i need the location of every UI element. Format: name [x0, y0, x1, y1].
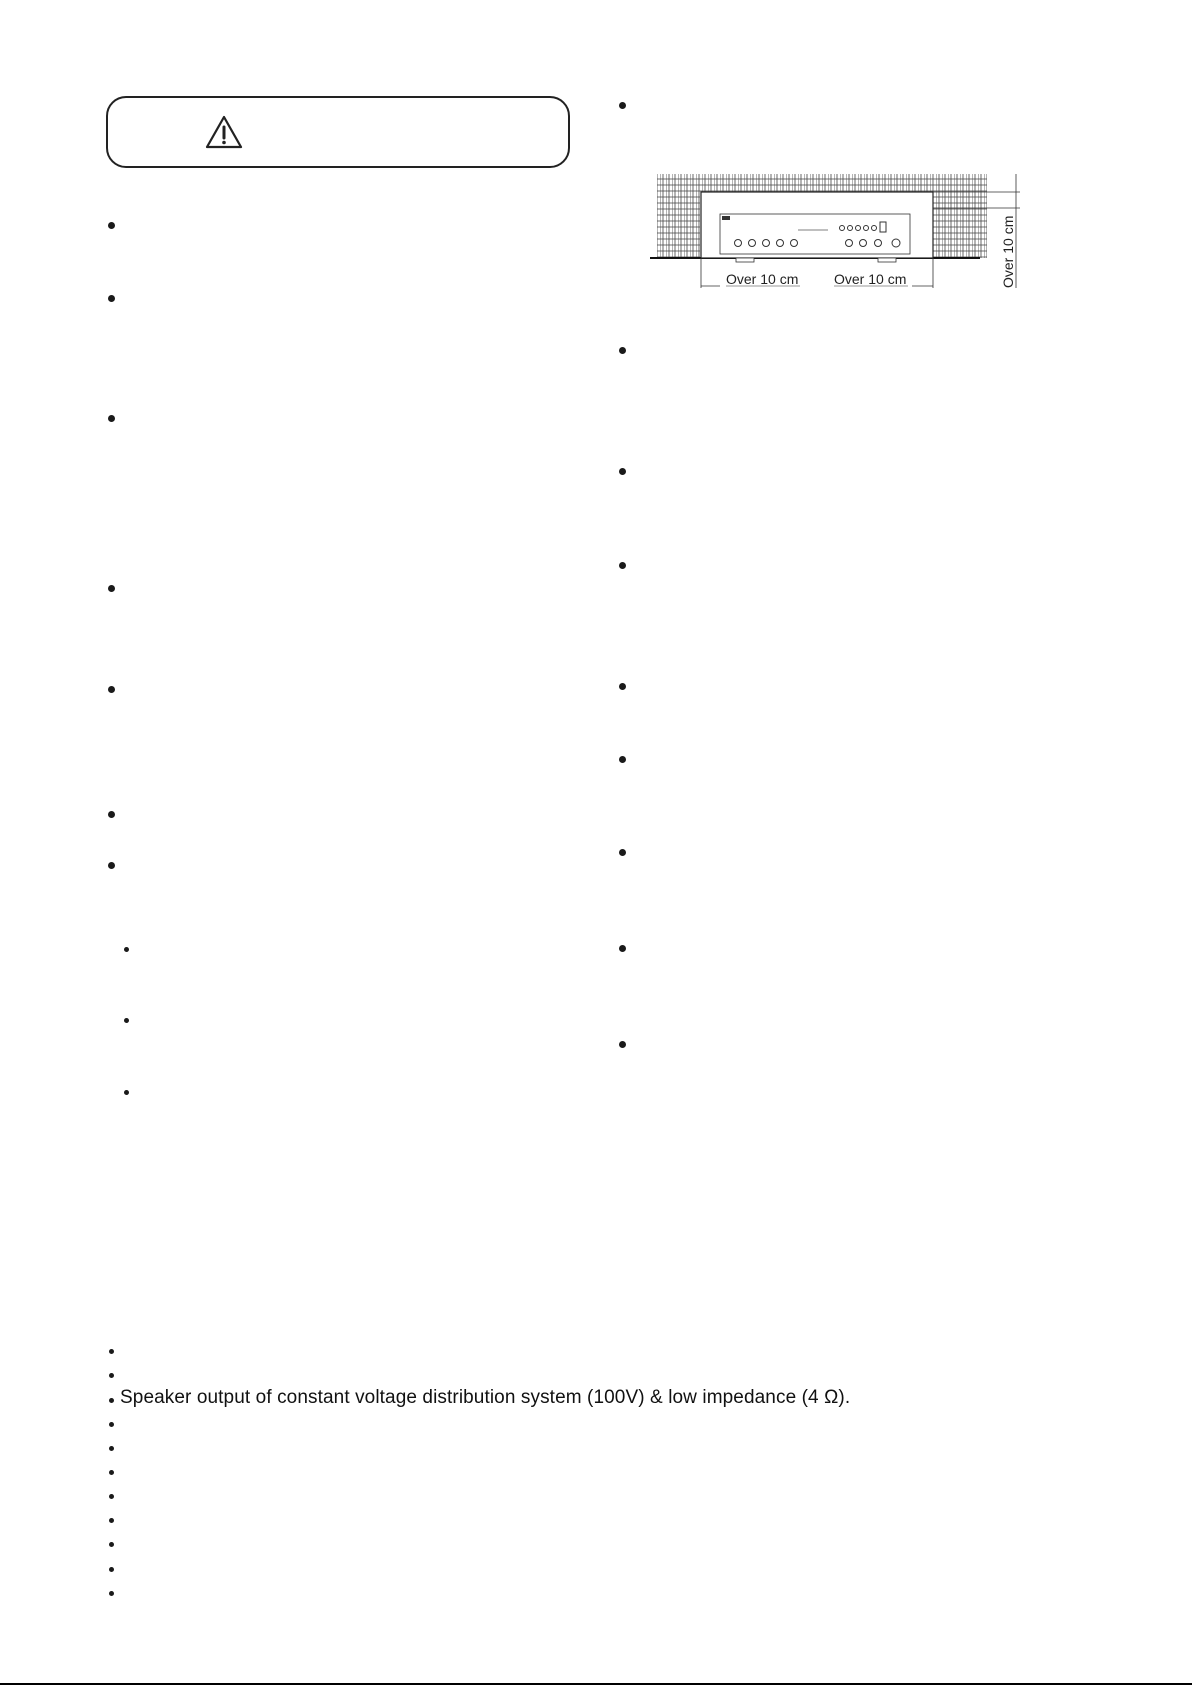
- feature-bullet: [109, 1422, 114, 1427]
- bullet: [108, 295, 115, 302]
- sub-bullet: [124, 947, 129, 952]
- feature-speaker-output: Speaker output of constant voltage distribution system (100V) & low impedance (4 Ω).: [120, 1387, 851, 1408]
- bullet: [619, 102, 626, 109]
- warning-header-box: [106, 96, 570, 168]
- bullet: [619, 1041, 626, 1048]
- left-wall: [657, 174, 700, 258]
- feature-bullet: [109, 1446, 114, 1451]
- amplifier-unit: [701, 192, 933, 258]
- feature-bullet: [109, 1470, 114, 1475]
- bullet: [108, 222, 115, 229]
- warning-triangle-icon: [204, 114, 244, 150]
- bullet: [619, 562, 626, 569]
- feature-bullet: [109, 1567, 114, 1572]
- feature-bullet: [109, 1518, 114, 1523]
- bullet: [108, 862, 115, 869]
- bullet: [619, 683, 626, 690]
- feature-bullet: [109, 1494, 114, 1499]
- right-clearance-label: Over 10 cm: [834, 271, 907, 287]
- sub-bullet: [124, 1090, 129, 1095]
- bullet: [108, 415, 115, 422]
- right-wall: [932, 174, 987, 258]
- bullet: [619, 849, 626, 856]
- bullet: [619, 756, 626, 763]
- bullet: [619, 945, 626, 952]
- left-clearance-label: Over 10 cm: [726, 271, 799, 287]
- bullet: [619, 468, 626, 475]
- sub-bullet: [124, 1018, 129, 1023]
- feature-bullet: [109, 1373, 114, 1378]
- feature-bullet: [109, 1398, 114, 1403]
- bullet: [108, 686, 115, 693]
- feature-bullet: [109, 1349, 114, 1354]
- feature-bullet: [109, 1591, 114, 1596]
- bullet: [108, 585, 115, 592]
- bullet: [108, 811, 115, 818]
- feature-bullet: [109, 1542, 114, 1547]
- bullet: [619, 347, 626, 354]
- top-clearance-label: Over 10 cm: [1000, 215, 1016, 288]
- installation-clearance-diagram: [648, 170, 1028, 292]
- top-wall: [700, 174, 944, 194]
